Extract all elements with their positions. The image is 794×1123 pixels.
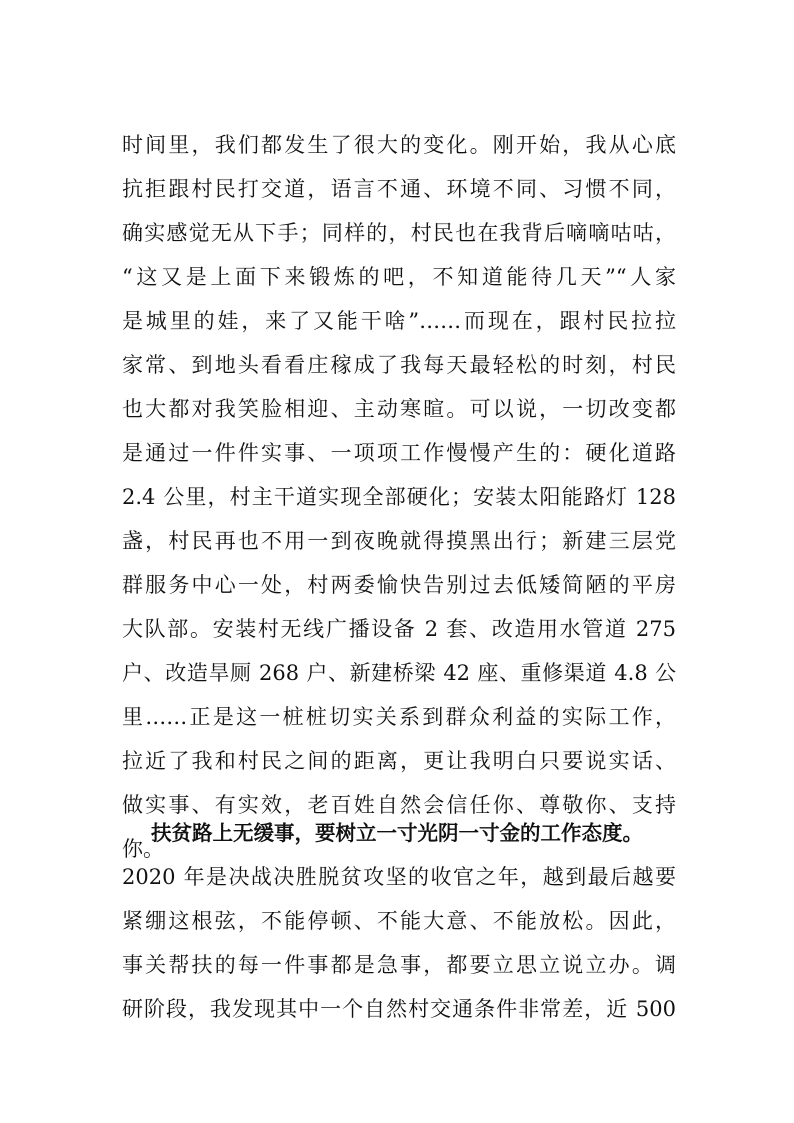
text-line: 时间里，我们都发生了很大的变化。刚开始，我从心底 bbox=[122, 133, 676, 157]
body-paragraph-2 bbox=[122, 811, 676, 1031]
text-line: 群服务中心一处，村两委愉快告别过去低矮简陋的平房 bbox=[122, 573, 676, 597]
text-line: 盏，村民再也不用一到夜晚就得摸黑出行；新建三层党 bbox=[122, 529, 676, 553]
text-line: “这又是上面下来锻炼的吧，不知道能待几天”“人家 bbox=[122, 265, 676, 289]
text-line: 做实事、有实效，老百姓自然会信任你、尊敬你、支持 bbox=[122, 793, 676, 817]
text-line: 事关帮扶的每一件事都是急事，都要立思立说立办。调 bbox=[122, 953, 676, 977]
text-line: 紧绷这根弦，不能停顿、不能大意、不能放松。因此， bbox=[122, 909, 676, 933]
text-line: 户、改造旱厕 268 户、新建桥梁 42 座、重修渠道 4.8 公 bbox=[122, 661, 676, 685]
text-line: 也大都对我笑脸相迎、主动寒暄。可以说，一切改变都 bbox=[122, 397, 676, 421]
text-line: 抗拒跟村民打交道，语言不通、环境不同、习惯不同， bbox=[122, 177, 676, 201]
paragraph-heading: 扶贫路上无缓事，要树立一寸光阴一寸金的工作态度。 bbox=[151, 821, 643, 845]
text-line: 拉近了我和村民之间的距离，更让我明白只要说实话、 bbox=[122, 749, 676, 773]
body-paragraph-1 bbox=[122, 123, 676, 871]
text-line: 里……正是这一桩桩切实关系到群众利益的实际工作， bbox=[122, 705, 676, 729]
text-line: 是通过一件件实事、一项项工作慢慢产生的：硬化道路 bbox=[122, 441, 676, 465]
text-line: 确实感觉无从下手；同样的，村民也在我背后嘀嘀咕咕， bbox=[122, 221, 676, 245]
text-line: 大队部。安装村无线广播设备 2 套、改造用水管道 275 bbox=[122, 617, 676, 641]
text-line: 研阶段，我发现其中一个自然村交通条件非常差，近 500 bbox=[122, 997, 676, 1021]
text-line: 你。 bbox=[122, 837, 164, 861]
text-line: 2.4 公里，村主干道实现全部硬化；安装太阳能路灯 128 bbox=[122, 485, 676, 509]
text-line: 家常、到地头看看庄稼成了我每天最轻松的时刻，村民 bbox=[122, 353, 676, 377]
text-line: 2020 年是决战决胜脱贫攻坚的收官之年，越到最后越要 bbox=[122, 865, 676, 889]
text-line: 是城里的娃，来了又能干啥”……而现在，跟村民拉拉 bbox=[122, 309, 676, 333]
paragraph-heading-line bbox=[122, 811, 676, 855]
